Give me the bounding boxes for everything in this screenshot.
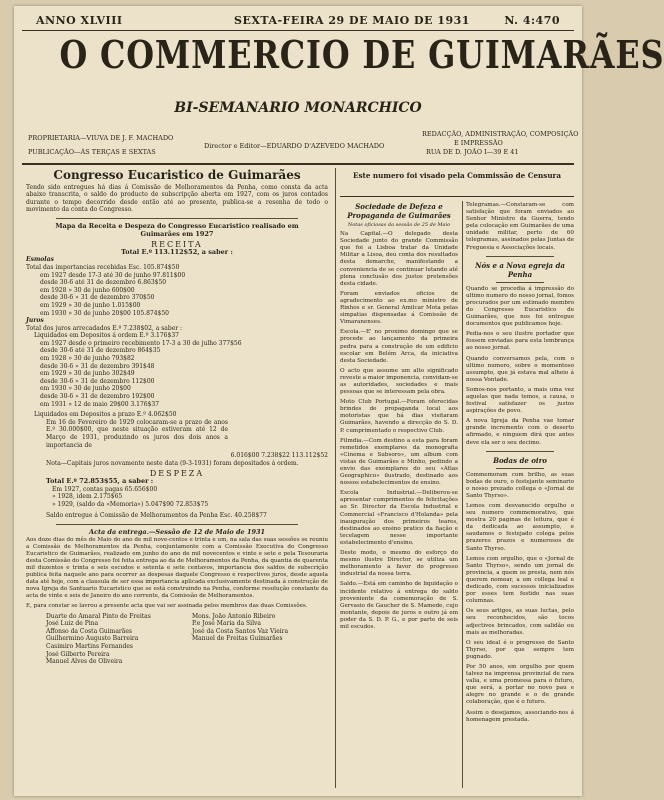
sociedade-para: Filmdia.—Com destino a esta para foram remetidos exemplares da monografia «Cinema e Subsoro», um album com vistas de Guimarães e Minho, pedindo a envio das exemplares do seu «Atlas Geographico» ilustrado, destinado aos nossos estabelecimentos de ensino.	[340, 437, 458, 487]
bodas-para: Assim o desejamos, associando-nos á homenagem prestada.	[466, 709, 574, 723]
receita-row: desde 30-6 » 31 de dezembro 370$50	[40, 294, 155, 302]
signature: P.e José Maria da Silva	[192, 620, 261, 628]
signature: Guilhermino Augusto Barreira	[46, 635, 139, 643]
bodas-para: Lemos com orgulho, que o «Jornal de Santo Thyrso», sendo um jornal de provincia, a quem os presta, nem nós querem nomear, a um collega leal e dedicado, com sucessos inicializados por esses tem festido nas suas columnas.	[466, 555, 574, 605]
receita-row: em 1930 » 30 de junho 20$00 105.874$50	[40, 309, 169, 317]
address-line-3: RUA DE D. JOÃO I—39 E 41	[426, 148, 519, 156]
top-rule	[22, 30, 574, 31]
nova-egreja-para: A nova Igreja da Penha vae tomar grande incremento com o deserto afirmado, e ninguem dirá que antes deve ela ser o seu decimo.	[466, 418, 574, 446]
juros-label: Juros	[26, 317, 44, 325]
congress-intro: Tendo sido entregues há dias á Comissão de Melhoramentos da Penha, como consta da acta abaixo transcrita, o saldo do producto de subscripção aberta em 1927, com os juros contados durante o tempo decorrido desde então até ao presente, publica-se a resenha de todo o movimento da conta do Congresso.	[26, 183, 328, 214]
sociedade-para: Foram enviados oficios de agradecimento ao ex.mo ministro de Rinhos e sr. General Amilcar Mota pelas simpatias dispensadas á Comissão de Vimaranenses.	[340, 290, 458, 326]
column-rule-2	[462, 201, 463, 788]
signatures	[26, 613, 328, 666]
signature: Manuel Alves de Oliveira	[46, 658, 123, 666]
address-line-1: REDACÇÃO, ADMINISTRAÇÃO, COMPOSIÇÃO	[422, 130, 579, 138]
juros-row: em 1929 » 30 de junho 302$49	[40, 370, 135, 378]
signature: Duarte do Amaral Pinto de Freitas	[46, 612, 151, 620]
section-rule	[486, 451, 554, 452]
bodas-para: Lemos com desvanecido orgulho o seu numero commemorativo, que mostra 20 paginas de leitura, que é da dedicada ao assumpto, e saudamos o festejado colega pelos prazeres prazos e numerosos de Santo Thyrso.	[466, 503, 574, 552]
bodas-para: Os seus artigos, as suas luctas, pelo seu reconhecidos, são tocos adjectivos brincados, com salidão ou mais as melhoradas.	[466, 608, 574, 636]
bodas-para: Por 50 anos, em orgulho por quem talvez na imprensa provincial de rara valia, e uma promessa para o futuro, que será, a portar no novo pau e alegre no grande e o de grande colaboração, que é o futuro.	[466, 663, 574, 706]
receita-rows	[26, 272, 328, 318]
receita-row: em 1927 desde 17-3 até 30 de junho 97.811$00	[40, 271, 186, 279]
congress-heading: Congresso Eucaristico de Guimarães	[53, 168, 301, 182]
bodas-para: O seu ideal é o progresso de Santo Thyrso, por que sempre tem pugnado.	[466, 639, 574, 660]
juros-row: desde 30-6 até 31 de dezembro 864$35	[40, 347, 161, 355]
receita-row: desde 30-6 até 31 de dezembro 6.863$50	[40, 279, 167, 287]
juros-row: desde 30-6 » 31 de dezembro 112$00	[40, 377, 155, 385]
sociedade-para: Deste modo, o mesmo do esforço do mesmo ilustre Director, se utiliza um melhoramento a favor do progresso industrial da nossa terra.	[340, 550, 458, 578]
censor-rule	[340, 196, 574, 197]
signature: José Gilberto Pereira	[46, 650, 110, 658]
signature: José da Costa Santos Vaz Vieira	[192, 627, 289, 635]
telegramas-para: Telegramas.—Constaram-se com satisfação que foram enviados ao Senhor Ministro da Guerra, tendo pela colocação em Guimarães de uma unidade militar, perto de 60 telegramas, assinados pelas Juntas de Freguesia e Associações locais.	[466, 202, 574, 251]
signature	[192, 658, 328, 666]
juros-row: em 1927 desde o primeiro recebimento 17-3 a 30 de julho 377$56	[40, 339, 242, 347]
map-title: Mapa da Receita e Despeza do Congresso Eucaristico realisado em Guimarães em 1927	[55, 221, 299, 238]
volume-year: ANNO XLVIII	[36, 14, 123, 27]
signature: José Luiz de Pina	[46, 620, 99, 628]
signature	[192, 643, 328, 651]
bodas-para: Commemoram com brilho, as suas bodas de ouro, o festejante seminario o nosso prezado collega o «Jornal de Santo Thyrso».	[466, 471, 574, 499]
masthead-rule	[22, 163, 574, 165]
sociedade-column	[340, 202, 458, 792]
esmolas-line: Total das importancias recebidas Esc. 105.874$50	[26, 263, 180, 271]
juros-row: em 1931 » 12 de maio 29$00 3.176$37	[40, 400, 160, 408]
nova-egreja-para: Quando se procedia á impressão do ultimo numero do nosso jornal, fomos procurados por um estimado membro do Congresso Eucaristico de Guimarães, que nos foi entregue documentos que publicamos hoje.	[466, 285, 574, 328]
despeza-row: » 1928, idem 2.175$65	[52, 493, 123, 501]
nova-egreja-para: Somos-nos portanto, a mais uma vez aquelas que nada temos, a causa, o festival satisfazer os justos aspirações de povo.	[466, 386, 574, 415]
acta-close: E, para constar se lavrou a presente acta que vai ser assinada pelos membros das duas Comissões.	[26, 602, 308, 609]
signature: Casimiro Martins Fernandes	[46, 642, 133, 650]
sociedade-para: O acto que assume um alto significado reveste a maior imponencia, convidam-se as autoridades, sociedades e mais pessoas que se interessam pela obra.	[340, 367, 458, 396]
saldo-rule	[56, 524, 298, 525]
despeza-label: DESPEZA	[149, 469, 205, 479]
director-line: Director e Editor—EDUARDO D'AZEVEDO MACHADO	[204, 142, 385, 150]
signature: Affonso da Costa Guimarães	[46, 627, 132, 635]
receita-row: em 1928 » 30 de junho 600$00	[40, 286, 135, 294]
prazo-text: Em 16 de Fevereiro de 1929 colocaram-se a prazo de anos E.º 30.000$00, que neste situação estiveram até 12 de Março de 1931, produzindo os juros dos dois anos a importancia de	[46, 418, 228, 449]
nova-egreja-para: Quando conversamos pela, com o ultimo numero, sobre o momentoso assumpto, que já estava mal alheio á nossa Vontade.	[466, 355, 574, 383]
signature	[192, 651, 328, 659]
esmolas-label: Esmolas	[26, 256, 54, 264]
issue-date: SEXTA-FEIRA 29 DE MAIO DE 1931	[234, 14, 470, 27]
receita-row: em 1929 » 30 de junho 1.015$00	[40, 301, 141, 309]
receita-total: Total E.º 113.112$52, a saber :	[121, 247, 233, 256]
despeza-row: Em 1927, contas pagas 65.656$00	[52, 485, 158, 493]
signature: Mons. João Antonio Ribeiro	[192, 612, 276, 620]
juros-row: em 1930 » 30 de junho 20$00	[40, 385, 131, 393]
juros-rows	[26, 340, 328, 408]
sociedade-para: Na Capital.—O delegado desta Sociedade junto do grande Commissão que foi a Lisboa tratar da Unidade Militar a Lisoa, deu conta dos resultados desta demarche, manifestando a conveniencia de se continuar lutando até plena conclusão dos justos pretensões desta cidade.	[340, 231, 458, 287]
nova-egreja-para: Pedia-nos o seu ilustre portador que fossem enviadas para esta lembrança ao nosso jornal.	[466, 331, 574, 352]
bodas-heading: Bodas de oiro	[493, 455, 547, 465]
nova-egreja-heading: Nós e a Nova egreja da Penha	[475, 260, 565, 279]
newspaper-page	[14, 6, 664, 796]
section-rule	[496, 468, 544, 469]
signature: Manuel de Freitas Guimarães	[192, 635, 283, 643]
far-right-column	[466, 202, 574, 792]
juros-row: desde 30-6 » 31 de dezembro 192$00	[40, 393, 155, 401]
receita-label: RECEITA	[151, 240, 203, 250]
nota-line: Nota—Capitais juros novamente neste data (9-3-1931) foram depositados á ordem.	[46, 459, 299, 467]
sociedade-heading: Sociedade de Defeza e Propaganda de Guimarães	[347, 202, 451, 220]
column-rule-1	[335, 168, 336, 788]
left-article	[26, 170, 328, 790]
censor-heading: Este numero foi visado pela Commissão de Censura	[352, 171, 561, 180]
acta-heading: Acta da entrega.—Sessão de 12 de Maio de 1931	[88, 527, 266, 536]
prazo-values: 6.016$00 7.238$22 113.112$52	[230, 452, 328, 460]
juros-sub: Liquidados em Depositos á ordem E.º 3.176$37	[34, 332, 179, 340]
despeza-rows	[26, 486, 328, 509]
proprietor-line: PROPRIETARIA—VIUVA DE J. F. MACHADO	[28, 134, 174, 142]
intro-rule	[56, 218, 298, 219]
censor-banner	[340, 172, 574, 196]
section-rule	[496, 282, 544, 283]
juros-line: Total dos juros arrecadados E.º 7.238$02, a saber :	[26, 324, 183, 332]
publication-line: PUBLICAÇÃO—ÁS TERÇAS E SEXTAS	[28, 148, 156, 156]
sociedade-para: Saldo.—Está em caminho de liquidação o incidente relativo á entrega do saldo proveniente da comemoração de S. Gervasio de Gaucher de S. Mamede, cujo montante, depois de juros e outro já em poder da S. D. P. G., e por parte de seis mil escudos.	[340, 581, 458, 630]
juros-row: desde 30-6 » 31 de dezembro 391$48	[40, 362, 155, 370]
despeza-row: » 1929, (saldo da «Memoria») 5.047$90 72.853$75	[52, 500, 209, 508]
juros-row: em 1928 » 30 de junho 793$82	[40, 355, 135, 363]
prazo-line: Liquidados em Depositos a prazo E.º 4.062$50	[34, 411, 177, 419]
acta-text: Aos doze dias do mês de Maio do ano de mil nove-centos e trinta e um, na sala das suas sessões se reuniu a Comissão de Melhoramentos da Penha, conjuntamente com a Comissão Executiva do Congresso Eucaristico de Guimarães, realizado em junho do ano de mil novecentos e vinte e sete e pela Tesouraria desta Comissão do Congresso foi feita entrega ao da de Melhoramentos da Penha, da quantia de quarenta mil duzentos e trinta e seis escudos e setenta e sete centavos, importancia dos saldos de subscrição publica feita naquele ano para ocorrer as despesas daquele Congresso e respectivos juros, desde aquela data até hoje, com a clausula de ser essa importancia aplicada exclusivamente destinada á construção de nova Igreja do Santuario Eucaristico que se está construindo na Penha, conforme resolução constante da acta de vinte e seis de Janeiro do ano corrente, da Comissão de Melhoramentos.	[26, 536, 328, 599]
sociedade-para: Escola.—E' no proximo domingo que se procede ao lançamento da primeira pedra para a construção de um edificio escolar em Belém Arca, da iniciativa desta Sociedade.	[340, 329, 458, 364]
issue-number: N. 4:470	[504, 14, 560, 27]
address-line-2: E IMPRESSÃO	[454, 139, 503, 147]
sociedade-para: Moto Club Portugal.—Foram oferecidas brindes de propaganda local aos motoristas que há dias visitaram Guimarães, havendo a direcção do S. D. P. cumprimentado o respectivo Club.	[340, 399, 458, 434]
newspaper-subtitle: BI-SEMANARIO MONARCHICO	[174, 100, 422, 116]
despeza-total: Total E.º 72.853$55, a saber :	[46, 476, 154, 485]
sociedade-note: Notas oficiosas da sessão de 25 de Maio	[347, 222, 451, 228]
newspaper-title: O COMMERCIO DE GUIMARÃES	[59, 32, 664, 77]
section-rule	[486, 256, 554, 257]
saldo-line: Saldo entregue á Comissão de Melhoramentos da Penha Esc. 40.258$77	[46, 512, 267, 520]
sociedade-para: Escola Industrial.—Deliberou-se apresentar cumprimentos de felicitações ao Sr. Director da Escola Industrial e Commercial «Francisco d'Holanda» pela inauguração dos primeiros teares, destinados ao ensino pratico da fiação e tecelagem nesse importante estabelecimento d'ensino.	[340, 490, 458, 546]
